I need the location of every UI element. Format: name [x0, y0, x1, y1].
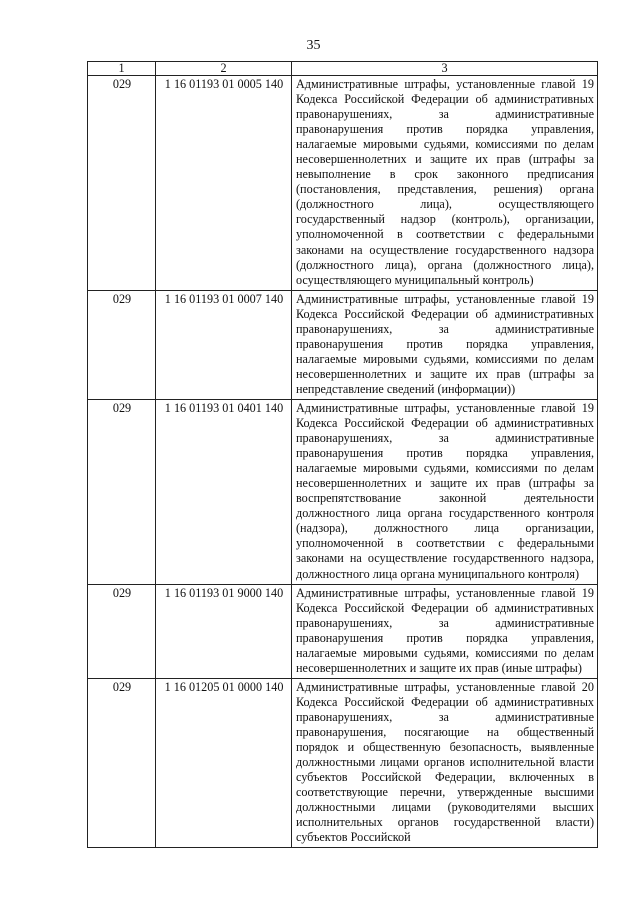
column-header-3: 3 — [292, 62, 598, 76]
table-row — [88, 399, 598, 584]
description-cell: Административные штрафы, установленные главой 19 Кодекса Российской Федерации об административных правонарушениях, за административные правонарушения против порядка управления, налагаемые мировыми судьями, комиссиями по делам несовершеннолетних и защите их прав (штрафы за невыполнение в срок законного предписания (постановления, представления, решения) органа (должностного лица), осуществляющего государственный надзор (контроль), организации, уполномоченной в соответствии с федеральными законами на осуществление государственного надзора (должностного лица), органа (должностного лица), осуществляющего муниципальный контроль) — [292, 76, 598, 291]
description-cell: Административные штрафы, установленные главой 20 Кодекса Российской Федерации об административных правонарушениях, за административные правонарушения, посягающие на общественный порядок и общественную безопасность, выявленные должностными лицами органов исполнительной власти субъектов Российской Федерации, включенных в соответствующие перечни, утвержденные высшими должностными лицами (руководителями высших исполнительных органов государственной власти) субъектов Российской — [292, 678, 598, 848]
revenue-code-cell: 1 16 01205 01 0000 140 — [156, 678, 292, 848]
admin-code-cell: 029 — [88, 584, 156, 678]
admin-code-cell: 029 — [88, 76, 156, 291]
admin-code-cell: 029 — [88, 399, 156, 584]
admin-code-cell: 029 — [88, 678, 156, 848]
description-cell: Административные штрафы, установленные главой 19 Кодекса Российской Федерации об административных правонарушениях, за административные правонарушения против порядка управления, налагаемые мировыми судьями, комиссиями по делам несовершеннолетних и защите их прав (штрафы за непредставление сведений (информации)) — [292, 290, 598, 399]
revenue-code-cell: 1 16 01193 01 0401 140 — [156, 399, 292, 584]
document-table — [87, 61, 598, 848]
page-number: 35 — [306, 38, 321, 53]
table-header-row — [88, 62, 598, 76]
table-row — [88, 76, 598, 291]
revenue-code-cell: 1 16 01193 01 0007 140 — [156, 290, 292, 399]
table-row — [88, 290, 598, 399]
admin-code-cell: 029 — [88, 290, 156, 399]
column-header-2: 2 — [156, 62, 292, 76]
description-cell: Административные штрафы, установленные главой 19 Кодекса Российской Федерации об административных правонарушениях, за административные правонарушения против порядка управления, налагаемые мировыми судьями, комиссиями по делам несовершеннолетних и защите их прав (штрафы за воспрепятствование законной деятельности должностного лица органа государственного контроля (надзора), должностного лица организации, уполномоченной в соответствии с федеральными законами на осуществление государственного надзора, должностного лица органа муниципального контроля) — [292, 399, 598, 584]
description-cell: Административные штрафы, установленные главой 19 Кодекса Российской Федерации об административных правонарушениях, за административные правонарушения против порядка управления, налагаемые мировыми судьями, комиссиями по делам несовершеннолетних и защите их прав (иные штрафы) — [292, 584, 598, 678]
table-row — [88, 584, 598, 678]
revenue-code-cell: 1 16 01193 01 0005 140 — [156, 76, 292, 291]
column-header-1: 1 — [88, 62, 156, 76]
revenue-code-cell: 1 16 01193 01 9000 140 — [156, 584, 292, 678]
table-row — [88, 678, 598, 848]
